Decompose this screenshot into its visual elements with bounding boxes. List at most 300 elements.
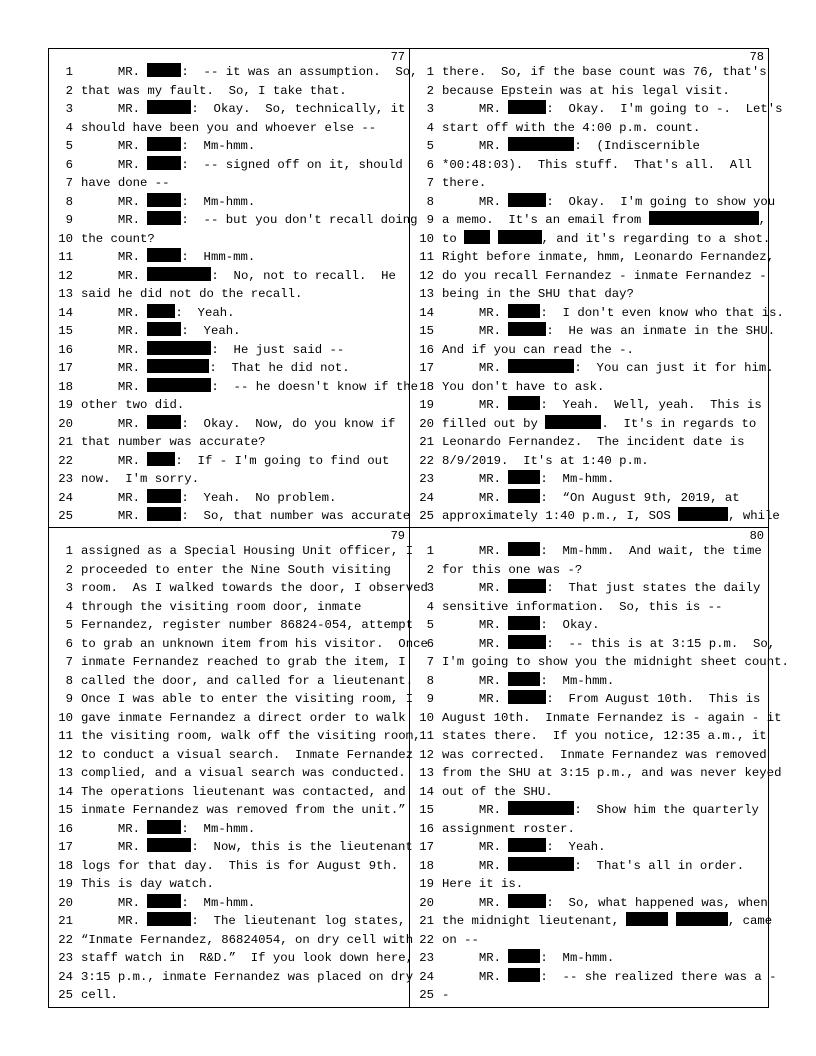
line-number: 1 <box>65 544 73 558</box>
transcript-line <box>410 285 768 303</box>
transcript-line <box>49 359 409 377</box>
line-number: 4 <box>426 120 434 135</box>
line-text: MR. <box>442 858 509 873</box>
line-number: 25 <box>419 509 434 523</box>
line-number: 14 <box>419 305 434 320</box>
line-number: 8 <box>65 194 73 209</box>
line-text: MR. <box>81 194 148 209</box>
transcript-line <box>410 949 768 967</box>
redaction-block <box>147 137 181 151</box>
line-text: MR. <box>81 342 148 357</box>
redaction-block <box>147 507 181 521</box>
line-number: 16 <box>419 821 434 836</box>
redaction-block <box>508 616 540 630</box>
transcript-line <box>410 174 768 192</box>
line-number: 21 <box>58 435 73 449</box>
redaction-block <box>147 63 181 77</box>
line-text: Fernandez, register number 86824-054, attempt <box>81 618 414 632</box>
redaction-block <box>147 820 181 834</box>
transcript-line <box>49 616 414 634</box>
transcript-line <box>49 801 409 819</box>
transcript-sheet <box>48 48 789 1008</box>
line-text: MR. <box>81 490 148 505</box>
redaction-block <box>508 304 540 318</box>
line-text: : Okay. I'm going to -. Let's <box>546 102 783 116</box>
line-text: being in the SHU that day? <box>442 287 634 301</box>
line-text: MR. <box>81 268 148 283</box>
line-text: And if you can read the -. <box>442 342 634 357</box>
redaction-block <box>147 489 181 503</box>
redaction-block <box>147 894 181 908</box>
transcript-line <box>49 285 409 303</box>
transcript-page-79 <box>49 528 428 1007</box>
transcript-line <box>49 653 409 671</box>
line-text: inmate Fernandez reached to grab the item, I <box>81 655 406 669</box>
line-text: MR. <box>81 821 148 836</box>
line-number: 19 <box>419 398 434 412</box>
transcript-line <box>49 248 409 266</box>
line-number: 11 <box>58 729 73 743</box>
redaction-block <box>508 396 540 410</box>
transcript-line <box>410 322 776 340</box>
line-text: - <box>442 988 450 1002</box>
transcript-line <box>410 598 768 616</box>
line-text: This is day watch. <box>81 877 214 891</box>
line-number: 15 <box>419 803 434 817</box>
transcript-line <box>49 875 409 893</box>
line-text: to <box>442 231 465 246</box>
line-text: : Mm-hmm. And wait, the time <box>540 544 762 558</box>
transcript-line <box>410 653 789 671</box>
redaction-block <box>147 838 191 852</box>
line-text: : Mm-hmm. <box>181 821 256 836</box>
transcript-line <box>410 82 768 100</box>
line-text: MR. <box>442 803 509 817</box>
line-number: 6 <box>426 636 434 651</box>
line-text: MR. <box>81 895 148 910</box>
page-number: 77 <box>390 50 405 64</box>
line-text <box>668 914 675 928</box>
line-text: assignment roster. <box>442 821 575 836</box>
line-text: inmate Fernandez was removed from the unit.” <box>81 803 406 817</box>
line-text: MR. <box>442 361 509 375</box>
transcript-line <box>410 912 773 930</box>
line-text: : If - I'm going to find out <box>175 453 390 468</box>
redaction-block <box>147 359 209 373</box>
transcript-line <box>49 857 409 875</box>
line-text: : Mm-hmm. <box>540 472 615 486</box>
line-text: do you recall Fernandez - inmate Fernandez - <box>442 268 767 283</box>
line-number: 25 <box>58 509 73 523</box>
transcript-line <box>49 931 414 949</box>
line-text: MR. <box>442 305 509 320</box>
transcript-line <box>49 598 409 616</box>
line-text: MR. <box>81 361 148 375</box>
line-number: 3 <box>426 581 434 595</box>
transcript-line <box>49 82 409 100</box>
redaction-block <box>508 801 574 815</box>
line-text: should have been you and whoever else -- <box>81 120 377 135</box>
line-text: through the visiting room door, inmate <box>81 599 362 614</box>
transcript-line <box>410 470 768 488</box>
redaction-block <box>676 912 728 926</box>
line-text: Right before inmate, hmm, Leonardo Fernandez, <box>442 250 775 264</box>
line-text: called the door, and called for a lieutenant. <box>81 673 414 688</box>
line-number: 13 <box>58 766 73 780</box>
transcript-line <box>49 396 409 414</box>
line-number: 19 <box>419 877 434 891</box>
line-number: 22 <box>58 932 73 947</box>
line-number: 21 <box>419 435 434 449</box>
redaction-block <box>147 100 191 114</box>
line-text: : Okay. <box>540 618 600 632</box>
transcript-line <box>410 746 768 764</box>
line-text: : Yeah. <box>175 305 235 320</box>
line-number: 22 <box>419 453 434 468</box>
line-text: MR. <box>442 139 509 153</box>
line-text: there. So, if the base count was 76, that's <box>442 65 767 79</box>
transcript-line <box>410 709 782 727</box>
line-number: 11 <box>419 250 434 264</box>
line-number: 22 <box>419 932 434 947</box>
transcript-line <box>410 415 768 433</box>
line-text: MR. <box>442 692 509 706</box>
line-number: 8 <box>426 673 434 688</box>
line-number: 10 <box>58 231 73 246</box>
redaction-block <box>464 230 490 244</box>
line-number: 24 <box>419 490 434 505</box>
redaction-block <box>508 322 546 336</box>
line-number: 2 <box>65 83 73 98</box>
line-number: 4 <box>426 599 434 614</box>
transcript-line <box>410 579 768 597</box>
line-number: 2 <box>65 562 73 577</box>
line-number: 23 <box>419 472 434 486</box>
transcript-line <box>410 452 768 470</box>
redaction-block <box>626 912 668 926</box>
line-number: 14 <box>58 784 73 799</box>
transcript-line <box>49 949 414 967</box>
line-text: MR. <box>442 472 509 486</box>
redaction-block <box>508 470 540 484</box>
transcript-line <box>410 838 768 856</box>
redaction-block <box>147 304 175 318</box>
line-number: 5 <box>65 139 73 153</box>
transcript-line <box>49 690 414 708</box>
line-text: : Mm-hmm. <box>181 895 256 910</box>
line-number: 11 <box>419 729 434 743</box>
redaction-block <box>147 378 211 392</box>
transcript-line <box>49 156 409 174</box>
line-text: logs for that day. This is for August 9th. <box>81 858 399 873</box>
line-number: 13 <box>419 287 434 301</box>
transcript-line <box>410 396 768 414</box>
line-text: MR. <box>442 951 509 965</box>
line-number: 12 <box>419 747 434 762</box>
line-text: MR. <box>442 840 509 854</box>
line-text: to conduct a visual search. Inmate Fernandez <box>81 747 414 762</box>
transcript-line <box>410 690 768 708</box>
line-text: MR. <box>81 305 148 320</box>
line-text <box>490 232 497 246</box>
redaction-block <box>147 415 181 429</box>
transcript-line <box>49 267 409 285</box>
transcript-page-80 <box>410 528 789 1007</box>
line-text: MR. <box>442 581 509 595</box>
line-text: : You can just it for him. <box>574 361 774 375</box>
line-text: The operations lieutenant was contacted, and <box>81 784 406 799</box>
line-number: 12 <box>419 268 434 283</box>
line-text: : Okay. I'm going to show you <box>546 194 776 209</box>
transcript-line <box>49 709 409 727</box>
redaction-block <box>147 156 181 170</box>
line-number: 9 <box>65 692 73 706</box>
line-number: 14 <box>58 305 73 320</box>
line-number: 5 <box>426 139 434 153</box>
transcript-line <box>410 857 768 875</box>
transcript-line <box>49 415 409 433</box>
redaction-block <box>649 211 759 225</box>
line-number: 15 <box>58 803 73 817</box>
line-text: because Epstein was at his legal visit. <box>442 83 730 98</box>
redaction-block <box>508 635 546 649</box>
line-number: 2 <box>426 83 434 98</box>
redaction-block <box>147 912 191 926</box>
line-text: : That he did not. <box>209 361 350 375</box>
line-number: 23 <box>419 951 434 965</box>
page-number: 79 <box>390 529 405 543</box>
transcript-line <box>410 359 774 377</box>
line-text: MR. <box>442 398 509 412</box>
transcript-line <box>410 211 768 229</box>
redaction-block <box>678 507 728 521</box>
line-text: : So, what happened was, when <box>546 895 768 910</box>
line-text: was corrected. Inmate Fernandez was removed <box>442 747 767 762</box>
line-number: 6 <box>426 157 434 172</box>
redaction-block <box>147 193 181 207</box>
line-number: 21 <box>419 914 434 928</box>
transcript-line <box>49 193 409 211</box>
transcript-line <box>410 137 768 155</box>
line-text: MR. <box>442 194 509 209</box>
line-text: Leonardo Fernandez. The incident date is <box>442 435 745 449</box>
redaction-block <box>147 211 181 225</box>
line-text: the count? <box>81 231 155 246</box>
transcript-line <box>410 875 768 893</box>
line-text: “Inmate Fernandez, 86824054, on dry cell with <box>81 932 414 947</box>
line-text: MR. <box>81 139 148 153</box>
line-text: MR. <box>81 324 148 338</box>
line-text: MR. <box>81 840 148 854</box>
transcript-line <box>49 211 418 229</box>
line-number: 17 <box>58 361 73 375</box>
line-text: : (Indiscernible <box>574 139 700 153</box>
line-number: 17 <box>419 840 434 854</box>
line-text: . It's in regards to <box>601 416 757 431</box>
line-number: 3 <box>65 581 73 595</box>
line-text: : So, that number was accurate <box>181 509 411 523</box>
line-text: approximately 1:40 p.m., I, SOS <box>442 509 679 523</box>
line-text: : Now, this is the lieutenant <box>191 840 413 854</box>
line-text: Once I was able to enter the visiting room, I <box>81 692 414 706</box>
line-number: 5 <box>65 618 73 632</box>
line-text: filled out by <box>442 416 546 431</box>
line-number: 16 <box>58 821 73 836</box>
line-text: sensitive information. So, this is -- <box>442 599 723 614</box>
transcript-line <box>49 322 409 340</box>
line-text: : Mm-hmm. <box>540 951 615 965</box>
redaction-block <box>498 230 542 244</box>
line-text: : -- this is at 3:15 p.m. So, <box>546 636 776 651</box>
transcript-line <box>49 894 409 912</box>
line-number: 12 <box>58 747 73 762</box>
redaction-block <box>147 341 211 355</box>
line-text: : No, not to recall. He <box>211 268 396 283</box>
line-number: 20 <box>419 416 434 431</box>
line-number: 7 <box>426 176 434 190</box>
line-number: 1 <box>426 544 434 558</box>
line-number: 1 <box>426 65 434 79</box>
line-text: : Yeah. <box>181 324 241 338</box>
transcript-line <box>410 193 776 211</box>
line-number: 10 <box>419 231 434 246</box>
line-text: MR. <box>81 453 148 468</box>
transcript-line <box>49 986 409 1004</box>
line-number: 6 <box>65 636 73 651</box>
line-number: 17 <box>58 840 73 854</box>
transcript-line <box>49 912 409 930</box>
line-text: I'm going to show you the midnight sheet count. <box>442 655 789 669</box>
line-text: complied, and a visual search was conducted. <box>81 766 406 780</box>
transcript-line <box>49 341 409 359</box>
line-text: on -- <box>442 932 479 947</box>
line-text: : Mm-hmm. <box>181 139 256 153</box>
line-text: : Mm-hmm. <box>540 673 615 688</box>
line-number: 19 <box>58 398 73 412</box>
line-text: room. As I walked towards the door, I observed <box>81 581 428 595</box>
redaction-block <box>545 415 601 429</box>
line-number: 25 <box>419 988 434 1002</box>
line-text: : From August 10th. This is <box>546 692 761 706</box>
transcript-line <box>49 489 409 507</box>
line-number: 18 <box>58 379 73 394</box>
line-number: 7 <box>65 655 73 669</box>
line-text: have done -- <box>81 176 170 190</box>
line-text: : Yeah. <box>546 840 606 854</box>
line-text: a memo. It's an email from <box>442 213 649 227</box>
line-text: now. I'm sorry. <box>81 472 200 486</box>
line-text: : Hmm-mm. <box>181 250 256 264</box>
transcript-line <box>49 100 409 118</box>
line-text: said he did not do the recall. <box>81 287 303 301</box>
line-text: : He was an inmate in the SHU. <box>546 324 776 338</box>
transcript-line <box>49 968 414 986</box>
redaction-block <box>508 894 546 908</box>
line-text: MR. <box>81 509 148 523</box>
line-number: 10 <box>58 710 73 725</box>
transcript-line <box>410 378 768 396</box>
transcript-page-78 <box>410 49 784 527</box>
line-text: : Yeah. No problem. <box>181 490 337 505</box>
line-text: : He just said -- <box>211 342 345 357</box>
transcript-line <box>49 838 413 856</box>
transcript-line <box>410 783 768 801</box>
line-number: 7 <box>426 655 434 669</box>
line-text: : Mm-hmm. <box>181 194 256 209</box>
line-text: : The lieutenant log states, <box>191 914 406 928</box>
transcript-line <box>49 542 414 560</box>
line-number: 25 <box>58 988 73 1002</box>
line-number: 15 <box>58 324 73 338</box>
line-text: MR. <box>81 65 148 79</box>
line-text: MR. <box>442 544 509 558</box>
line-text: , and it's regarding to a shot. <box>541 231 771 246</box>
transcript-line <box>410 156 768 174</box>
line-number: 8 <box>426 194 434 209</box>
redaction-block <box>508 359 574 373</box>
line-number: 4 <box>65 120 73 135</box>
redaction-block <box>508 968 540 982</box>
transcript-page-77 <box>49 49 419 527</box>
line-text: that number was accurate? <box>81 435 266 449</box>
transcript-line <box>410 230 771 248</box>
transcript-line <box>49 378 419 396</box>
line-text: : -- signed off on it, should <box>181 157 403 172</box>
line-number: 18 <box>58 858 73 873</box>
line-text: : -- it was an assumption. So, <box>181 65 418 79</box>
line-text: MR. <box>442 618 509 632</box>
transcript-line <box>410 341 768 359</box>
line-text: states there. If you notice, 12:35 a.m., it <box>442 729 767 743</box>
line-text: , while <box>728 509 780 523</box>
line-text: MR. <box>81 157 148 172</box>
line-text: start off with the 4:00 p.m. count. <box>442 120 701 135</box>
line-text: the visiting room, walk off the visiting room, <box>81 729 421 743</box>
line-text: cell. <box>81 988 118 1002</box>
transcript-line <box>410 507 780 525</box>
line-text: Here it is. <box>442 877 524 891</box>
transcript-line <box>410 267 768 285</box>
transcript-line <box>49 433 409 451</box>
transcript-line <box>49 635 428 653</box>
line-number: 8 <box>65 673 73 688</box>
transcript-line <box>49 579 428 597</box>
line-text: : Okay. So, technically, it <box>191 102 406 116</box>
line-number: 23 <box>58 951 73 965</box>
line-number: 11 <box>58 250 73 264</box>
line-text: : -- she realized there was a - <box>540 969 777 984</box>
transcript-line <box>410 986 768 1004</box>
line-text: : That just states the daily <box>546 581 761 595</box>
line-text: MR. <box>442 969 509 984</box>
line-text: : I don't even know who that is. <box>540 305 784 320</box>
line-number: 7 <box>65 176 73 190</box>
line-number: 20 <box>419 895 434 910</box>
line-text: MR. <box>442 673 509 688</box>
redaction-block <box>508 542 540 556</box>
line-number: 24 <box>58 490 73 505</box>
transcript-line <box>49 304 409 322</box>
line-number: 5 <box>426 618 434 632</box>
redaction-block <box>508 579 546 593</box>
redaction-block <box>147 322 181 336</box>
line-number: 13 <box>419 766 434 780</box>
redaction-block <box>508 193 546 207</box>
line-number: 18 <box>419 858 434 873</box>
line-number: 12 <box>58 268 73 283</box>
transcript-line <box>49 452 409 470</box>
line-number: 15 <box>419 324 434 338</box>
